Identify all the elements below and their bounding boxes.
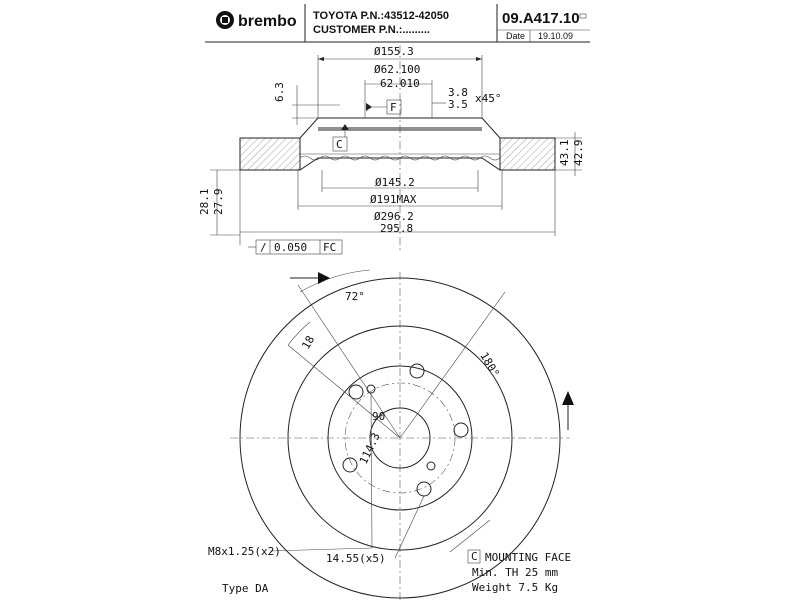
disc-weight: Weight 7.5 Kg xyxy=(472,581,559,594)
view-arrow-top xyxy=(318,272,330,284)
bolt-hole-1 xyxy=(410,364,424,378)
drawing-part-number: 09.A417.10 xyxy=(502,10,580,27)
tolerance-value: 0.050 xyxy=(274,241,308,254)
dim-outer-diameter-min: 295.8 xyxy=(380,222,414,235)
bolt-hole-5 xyxy=(349,385,363,399)
angle-72: 72° xyxy=(345,290,365,303)
dim-center-bore-min: 62.010 xyxy=(380,77,420,90)
disc-type: Type DA xyxy=(222,582,269,595)
brand-name: brembo xyxy=(238,13,297,30)
view-arrow-right xyxy=(562,391,574,405)
dim-total-height-max: 28.1 xyxy=(198,188,211,215)
dim-chamfer-max: 3.8 xyxy=(448,86,468,99)
dim-90: 90 xyxy=(372,410,386,423)
section-view xyxy=(198,45,585,254)
hole-spec: 14.55(x5) xyxy=(326,552,386,565)
min-thickness: Min. TH 25 mm xyxy=(472,566,559,579)
dim-chamfer-min: 3.5 xyxy=(448,98,468,111)
thread-spec: M8x1.25(x2) xyxy=(208,545,281,558)
bolt-hole-3 xyxy=(417,482,431,496)
dim-center-bore-max: Ø62.100 xyxy=(374,63,421,76)
threaded-hole-1 xyxy=(367,385,375,393)
datum-f-label: F xyxy=(390,101,397,114)
dim-inner-diameter: Ø145.2 xyxy=(375,176,415,189)
runout-tolerance-frame xyxy=(248,240,342,254)
mounting-ref: C xyxy=(471,550,478,563)
threaded-hole-2 xyxy=(427,462,435,470)
customer-part-number: CUSTOMER P.N.:......... xyxy=(313,24,430,36)
brembo-logo xyxy=(216,11,297,30)
bolt-hole-2 xyxy=(454,423,468,437)
datum-c-label: C xyxy=(336,138,343,151)
date-value: 19.10.09 xyxy=(538,31,574,41)
mounting-face-label: MOUNTING FACE xyxy=(485,551,572,564)
dim-thickness-min: 42.9 xyxy=(572,139,585,166)
notes xyxy=(208,545,571,595)
dim-max-diameter: Ø191MAX xyxy=(370,193,417,206)
revision-box xyxy=(580,14,586,18)
bolt-hole-4 xyxy=(343,458,357,472)
dim-total-height-min: 27.9 xyxy=(212,188,225,215)
title-block xyxy=(205,4,590,42)
dim-chamfer-angle: x45° xyxy=(475,92,502,105)
angle-180: 180° xyxy=(477,350,502,380)
dim-hat-height: 6.3 xyxy=(273,82,286,102)
tolerance-symbol: / xyxy=(260,241,267,254)
dim-hat-diameter: Ø155.3 xyxy=(374,45,414,58)
date-label: Date xyxy=(506,31,526,41)
oem-part-number: TOYOTA P.N.:43512-42050 xyxy=(313,10,449,22)
dim-pcd: 114.3 xyxy=(356,430,383,467)
dim-thickness-max: 43.1 xyxy=(558,139,571,166)
angle-18: 18 xyxy=(299,333,318,352)
dim-outer-diameter-max: Ø296.2 xyxy=(374,210,414,223)
tolerance-reference: FC xyxy=(323,241,337,254)
